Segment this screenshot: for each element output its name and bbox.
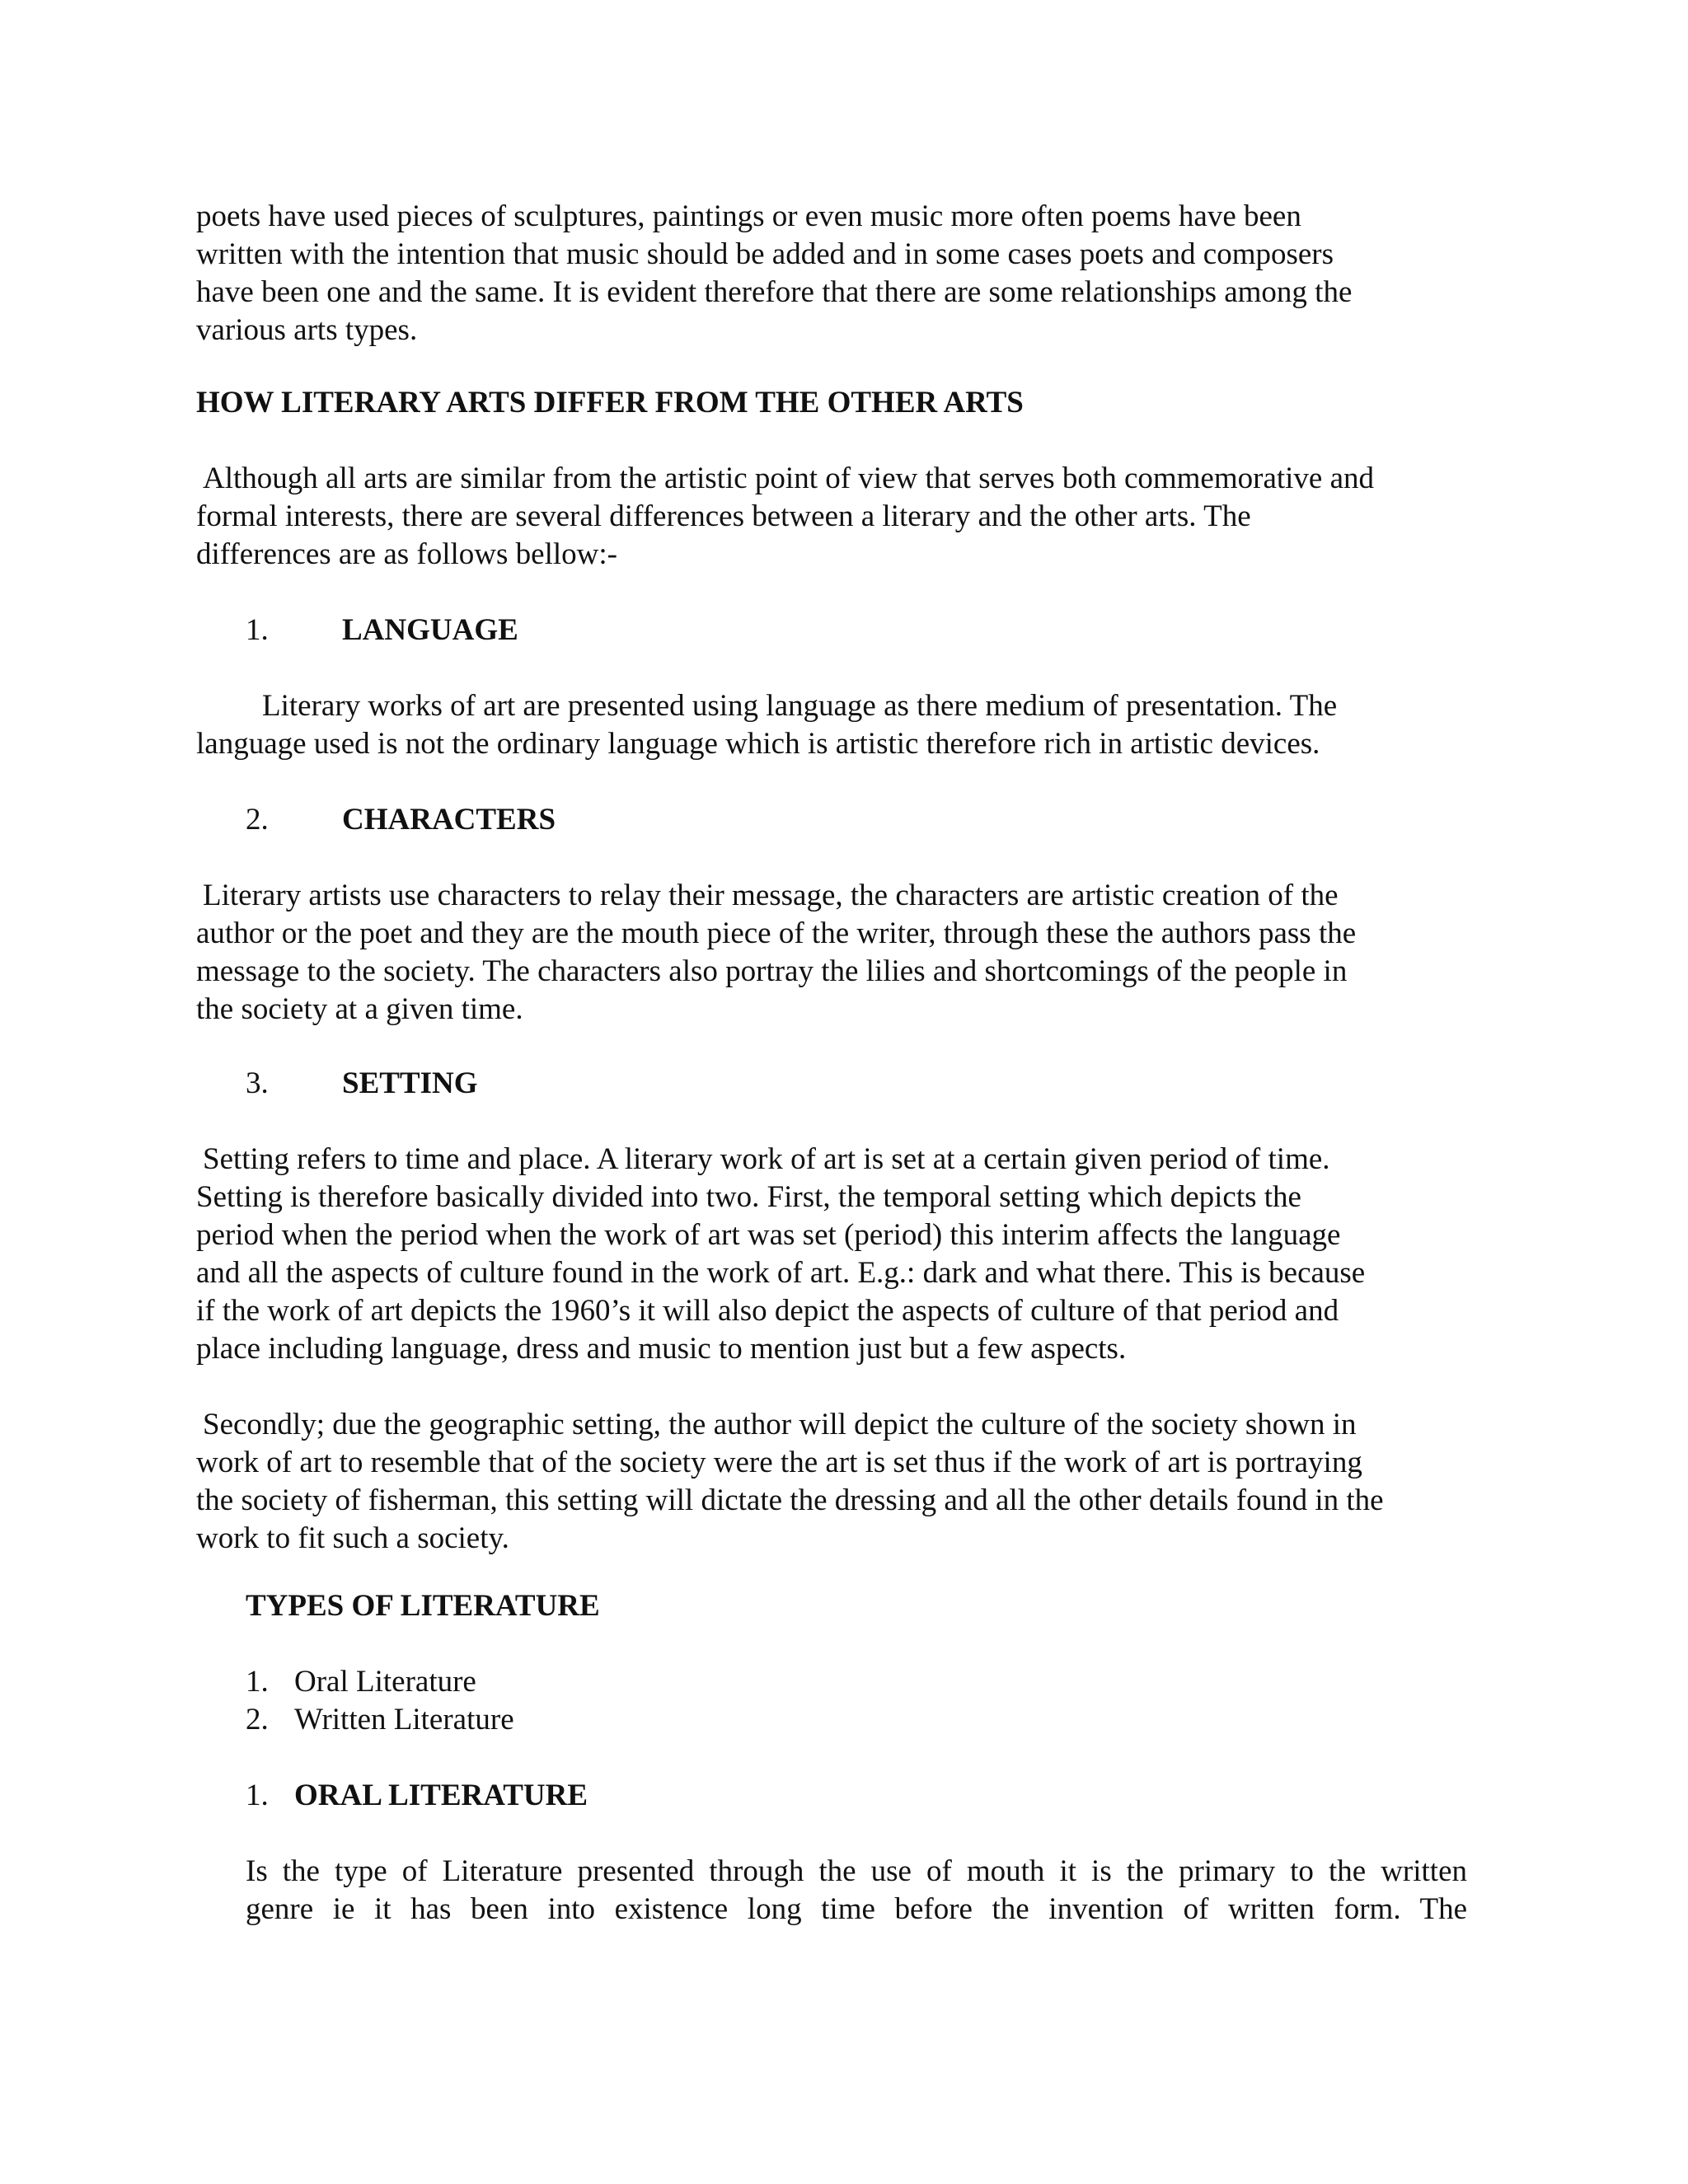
section-heading: HOW LITERARY ARTS DIFFER FROM THE OTHER ARTS	[196, 386, 1024, 419]
setting-line-3: period when the period when the work of art was set (period) this interim affects the language	[196, 1218, 1341, 1252]
types-list-number-2: 2.	[246, 1703, 269, 1736]
types-heading: TYPES OF LITERATURE	[246, 1589, 600, 1623]
oral-number: 1.	[246, 1779, 269, 1812]
types-list-number-1: 1.	[246, 1665, 269, 1699]
item-number-characters: 2.	[246, 803, 269, 837]
intro-line-3: have been one and the same. It is evident therefore that there are some relationships among the	[196, 275, 1353, 309]
setting2-line-4: work to fit such a society.	[196, 1521, 509, 1555]
differences-line-3: differences are as follows bellow:-	[196, 537, 617, 571]
oral-line-1: Is the type of Literature presented through the use of mouth it is the primary to the written	[246, 1854, 1467, 1888]
item-number-language: 1.	[246, 613, 269, 647]
item-heading-characters: CHARACTERS	[342, 803, 556, 837]
oral-line-2: genre ie it has been into existence long time before the invention of written form. The	[246, 1892, 1467, 1926]
types-list-item-written: Written Literature	[294, 1703, 514, 1736]
characters-line-3: message to the society. The characters also portray the lilies and shortcomings of the people in	[196, 954, 1348, 988]
setting-line-2: Setting is therefore basically divided into two. First, the temporal setting which depicts the	[196, 1180, 1301, 1214]
characters-line-2: author or the poet and they are the mouth piece of the writer, through these the authors pass the	[196, 916, 1357, 950]
setting2-line-3: the society of fisherman, this setting will dictate the dressing and all the other details found in the	[196, 1483, 1384, 1517]
item-heading-language: LANGUAGE	[342, 613, 518, 647]
setting-line-6: place including language, dress and music to mention just but a few aspects.	[196, 1332, 1127, 1366]
differences-line-1: Although all arts are similar from the artistic point of view that serves both commemorative and	[203, 462, 1375, 495]
language-line-1: Literary works of art are presented using language as there medium of presentation. The	[262, 689, 1338, 723]
language-line-2: language used is not the ordinary language which is artistic therefore rich in artistic devices.	[196, 727, 1320, 761]
item-number-setting: 3.	[246, 1066, 269, 1100]
intro-line-2: written with the intention that music should be added and in some cases poets and composers	[196, 237, 1334, 271]
item-heading-setting: SETTING	[342, 1066, 478, 1100]
intro-line-1: poets have used pieces of sculptures, paintings or even music more often poems have been	[196, 199, 1301, 233]
characters-line-1: Literary artists use characters to relay their message, the characters are artistic creation of the	[203, 879, 1339, 912]
intro-line-4: various arts types.	[196, 313, 418, 347]
oral-heading: ORAL LITERATURE	[294, 1779, 588, 1812]
setting2-line-2: work of art to resemble that of the society were the art is set thus if the work of art is portraying	[196, 1446, 1362, 1479]
differences-line-2: formal interests, there are several differences between a literary and the other arts. The	[196, 499, 1251, 533]
setting-line-1: Setting refers to time and place. A literary work of art is set at a certain given period of time.	[203, 1142, 1330, 1176]
setting-line-5: if the work of art depicts the 1960’s it will also depict the aspects of culture of that period and	[196, 1294, 1339, 1328]
characters-line-4: the society at a given time.	[196, 992, 523, 1026]
types-list-item-oral: Oral Literature	[294, 1665, 476, 1699]
setting2-line-1: Secondly; due the geographic setting, the author will depict the culture of the society shown in	[203, 1408, 1357, 1441]
setting-line-4: and all the aspects of culture found in the work of art. E.g.: dark and what there. This is because	[196, 1256, 1366, 1290]
